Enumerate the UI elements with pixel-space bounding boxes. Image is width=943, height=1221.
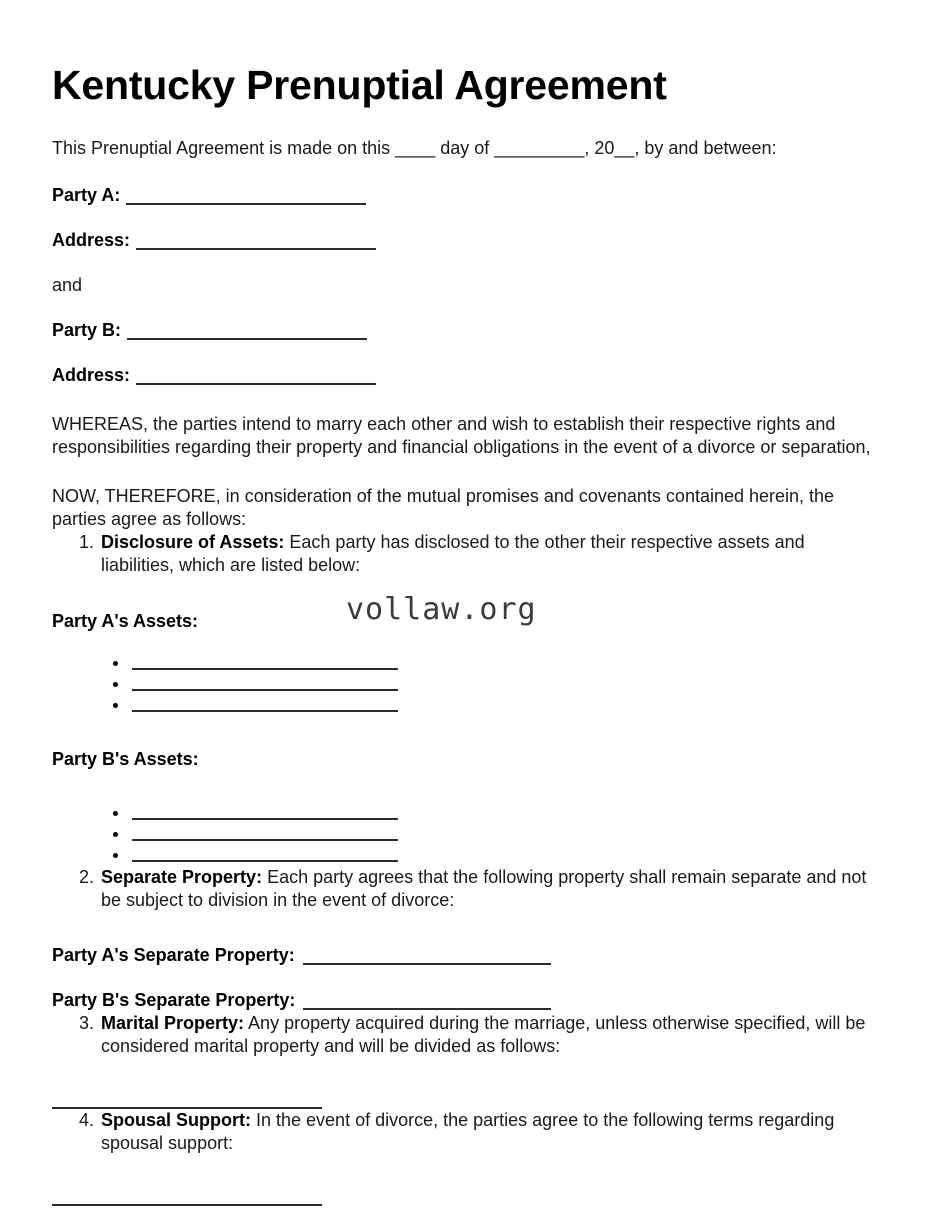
list-item bbox=[130, 824, 882, 845]
intro-paragraph: This Prenuptial Agreement is made on this ____ day of _________, 20__, by and between: bbox=[52, 138, 777, 159]
party-a-blank[interactable] bbox=[126, 202, 366, 205]
party-a-address-label: Address: bbox=[52, 230, 131, 251]
party-a-asset-blank-2[interactable] bbox=[132, 688, 398, 691]
clause-item-separate-property bbox=[99, 866, 882, 912]
party-b-address-label: Address: bbox=[52, 365, 131, 386]
party-b-asset-blank-3[interactable] bbox=[132, 859, 398, 862]
clause-list-1 bbox=[52, 531, 882, 577]
clause-body: Each party has disclosed to the other their respective assets and liabilities, which are listed below: bbox=[101, 532, 805, 576]
party-b-separate-property-blank[interactable] bbox=[303, 1007, 551, 1010]
party-a-separate-property-label: Party A's Separate Property: bbox=[52, 944, 295, 965]
list-item bbox=[130, 674, 882, 695]
party-a-label: Party A: bbox=[52, 185, 121, 206]
list-item bbox=[130, 803, 882, 824]
now-therefore-paragraph: NOW, THEREFORE, in consideration of the mutual promises and covenants contained herein, the parties agree as follows: bbox=[52, 486, 835, 530]
party-b-assets-heading: Party B's Assets: bbox=[52, 748, 199, 769]
clause-heading: Disclosure of Assets: bbox=[101, 532, 285, 553]
clause-heading: Separate Property: bbox=[101, 866, 263, 887]
clause-item-marital-property bbox=[99, 1012, 882, 1058]
clause-body: Each party agrees that the following property shall remain separate and not be subject to division in the event of divorce: bbox=[101, 866, 867, 910]
watermark-vollaw: vollaw.org bbox=[346, 592, 537, 627]
document-content bbox=[52, 0, 882, 1206]
list-item bbox=[130, 695, 882, 716]
list-item bbox=[130, 845, 882, 866]
party-a-row bbox=[52, 160, 882, 207]
clause-heading: Spousal Support: bbox=[101, 1109, 251, 1130]
spousal-support-answer-blank[interactable] bbox=[52, 1203, 322, 1206]
party-b-separate-property-label: Party B's Separate Property: bbox=[52, 989, 296, 1010]
party-a-separate-property-blank[interactable] bbox=[303, 962, 551, 965]
page-title: Kentucky Prenuptial Agreement bbox=[52, 62, 667, 108]
whereas-paragraph: WHEREAS, the parties intend to marry each other and wish to establish their respective rights and responsibilities regarding their property and financial obligations in the event of a divorce or separation, bbox=[52, 414, 871, 458]
clause-body: In the event of divorce, the parties agree to the following terms regarding spousal support: bbox=[101, 1109, 835, 1153]
clause-list-3 bbox=[52, 1012, 882, 1058]
clause-item-spousal-support bbox=[99, 1109, 882, 1155]
clause-item-disclosure-of-assets bbox=[99, 531, 882, 577]
party-a-assets-blank-list bbox=[52, 633, 882, 716]
party-b-asset-blank-2[interactable] bbox=[132, 838, 398, 841]
party-a-address-row bbox=[52, 207, 882, 252]
clause-body: Any property acquired during the marriage, unless otherwise specified, will be considered marital property and will be divided as follows: bbox=[101, 1012, 866, 1056]
party-b-address-blank[interactable] bbox=[136, 382, 376, 385]
clause-list-4 bbox=[52, 1109, 882, 1155]
party-a-address-blank[interactable] bbox=[136, 247, 376, 250]
clause-heading: Marital Property: bbox=[101, 1012, 245, 1033]
conjunction-and: and bbox=[52, 275, 83, 296]
party-b-row bbox=[52, 297, 882, 342]
party-b-separate-property-row bbox=[52, 967, 882, 1012]
party-b-assets-blank-list bbox=[52, 771, 882, 866]
party-a-separate-property-row bbox=[52, 912, 882, 967]
clause-list-2 bbox=[52, 866, 882, 912]
party-b-address-row bbox=[52, 342, 882, 387]
party-b-blank[interactable] bbox=[127, 337, 367, 340]
party-a-assets-heading: Party A's Assets: bbox=[52, 610, 199, 631]
party-b-label: Party B: bbox=[52, 320, 122, 341]
party-b-asset-blank-1[interactable] bbox=[132, 817, 398, 820]
party-a-asset-blank-3[interactable] bbox=[132, 709, 398, 712]
party-a-asset-blank-1[interactable] bbox=[132, 667, 398, 670]
list-item bbox=[130, 653, 882, 674]
